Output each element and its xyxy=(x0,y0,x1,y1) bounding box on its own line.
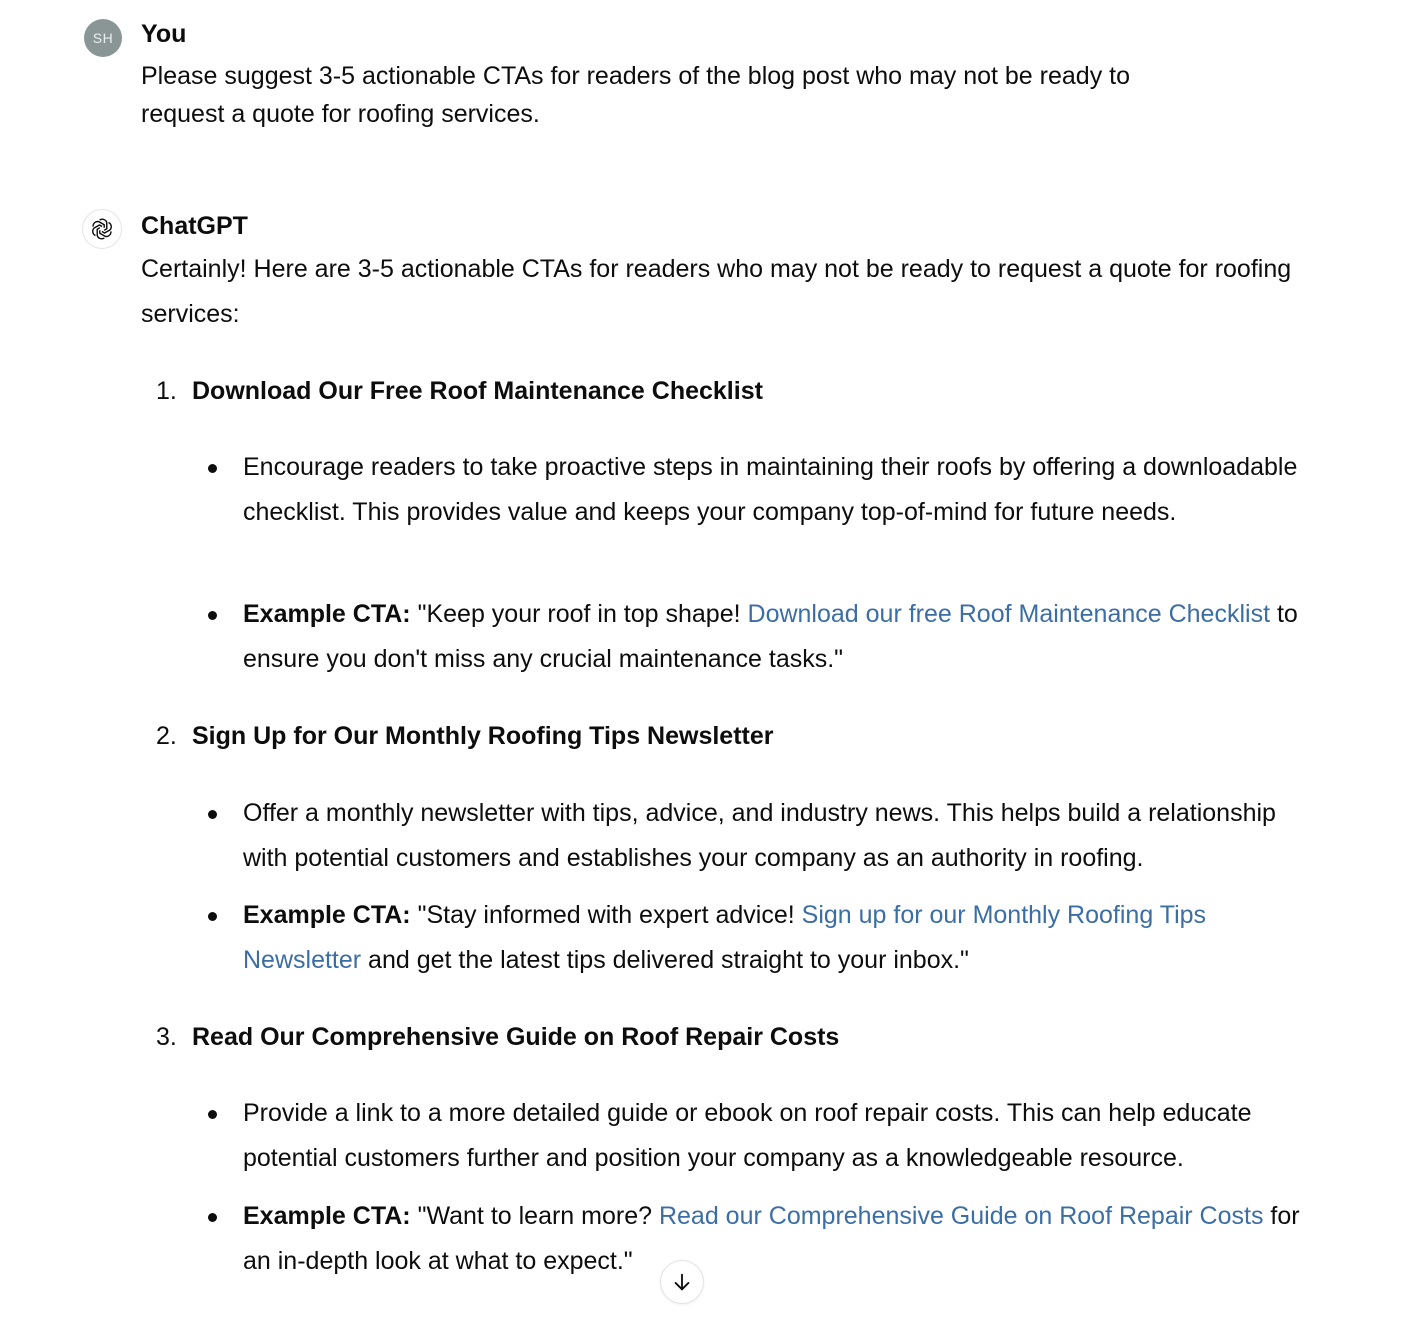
list-item-example xyxy=(243,1194,1318,1284)
assistant-author-name: ChatGPT xyxy=(141,212,248,240)
list-item-example xyxy=(243,893,1318,983)
cta-link-newsletter[interactable]: Sign up for our Monthly Roofing Tips Newsletter xyxy=(243,901,1207,974)
openai-logo-icon xyxy=(82,209,122,249)
cta-link-guide[interactable]: Read our Comprehensive Guide on Roof Repair Costs xyxy=(658,1202,1264,1230)
example-text-after: for an in-depth look at what to expect." xyxy=(243,1202,1300,1275)
example-label: Example CTA: xyxy=(243,901,411,929)
user-message-text: Please suggest 3-5 actionable CTAs for readers of the blog post who may not be ready to request a quote for roofing services. xyxy=(141,62,1130,128)
example-text-before: "Want to learn more? xyxy=(410,1202,659,1230)
example-text-after: and get the latest tips delivered straight to your inbox." xyxy=(361,946,969,974)
example-text-after: to ensure you don't miss any crucial maintenance tasks." xyxy=(243,600,1298,673)
user-avatar: SH xyxy=(84,19,122,57)
example-label: Example CTA: xyxy=(243,1202,411,1230)
example-text-before: "Stay informed with expert advice! xyxy=(410,901,802,929)
arrow-down-icon xyxy=(671,1271,693,1293)
list-item-description: Encourage readers to take proactive steps in maintaining their roofs by offering a downloadable checklist. This provides value and keeps your company top-of-mind for future needs. xyxy=(243,445,1318,535)
scroll-to-bottom-button[interactable] xyxy=(660,1260,704,1304)
cta-link-checklist[interactable]: Download our free Roof Maintenance Checklist xyxy=(747,600,1271,628)
list-item-number: 1. xyxy=(156,377,177,405)
list-item-description: Provide a link to a more detailed guide or ebook on roof repair costs. This can help educate potential customers further and position your company as a knowledgeable resource. xyxy=(243,1091,1318,1181)
list-item-title: Sign Up for Our Monthly Roofing Tips Newsletter xyxy=(192,722,774,750)
list-item-number: 3. xyxy=(156,1023,177,1051)
user-author-name: You xyxy=(141,20,187,48)
list-item-title: Download Our Free Roof Maintenance Checklist xyxy=(192,377,763,405)
example-text-before: "Keep your roof in top shape! xyxy=(410,600,748,628)
list-item-description: Offer a monthly newsletter with tips, advice, and industry news. This helps build a relationship with potential customers and establishes your company as an authority in roofing. xyxy=(243,791,1318,881)
list-item-number: 2. xyxy=(156,722,177,750)
example-label: Example CTA: xyxy=(243,600,411,628)
assistant-intro-text: Certainly! Here are 3-5 actionable CTAs for readers who may not be ready to request a quote for roofing services: xyxy=(141,255,1292,328)
list-item-example xyxy=(243,592,1318,682)
list-item-title: Read Our Comprehensive Guide on Roof Repair Costs xyxy=(192,1023,840,1051)
